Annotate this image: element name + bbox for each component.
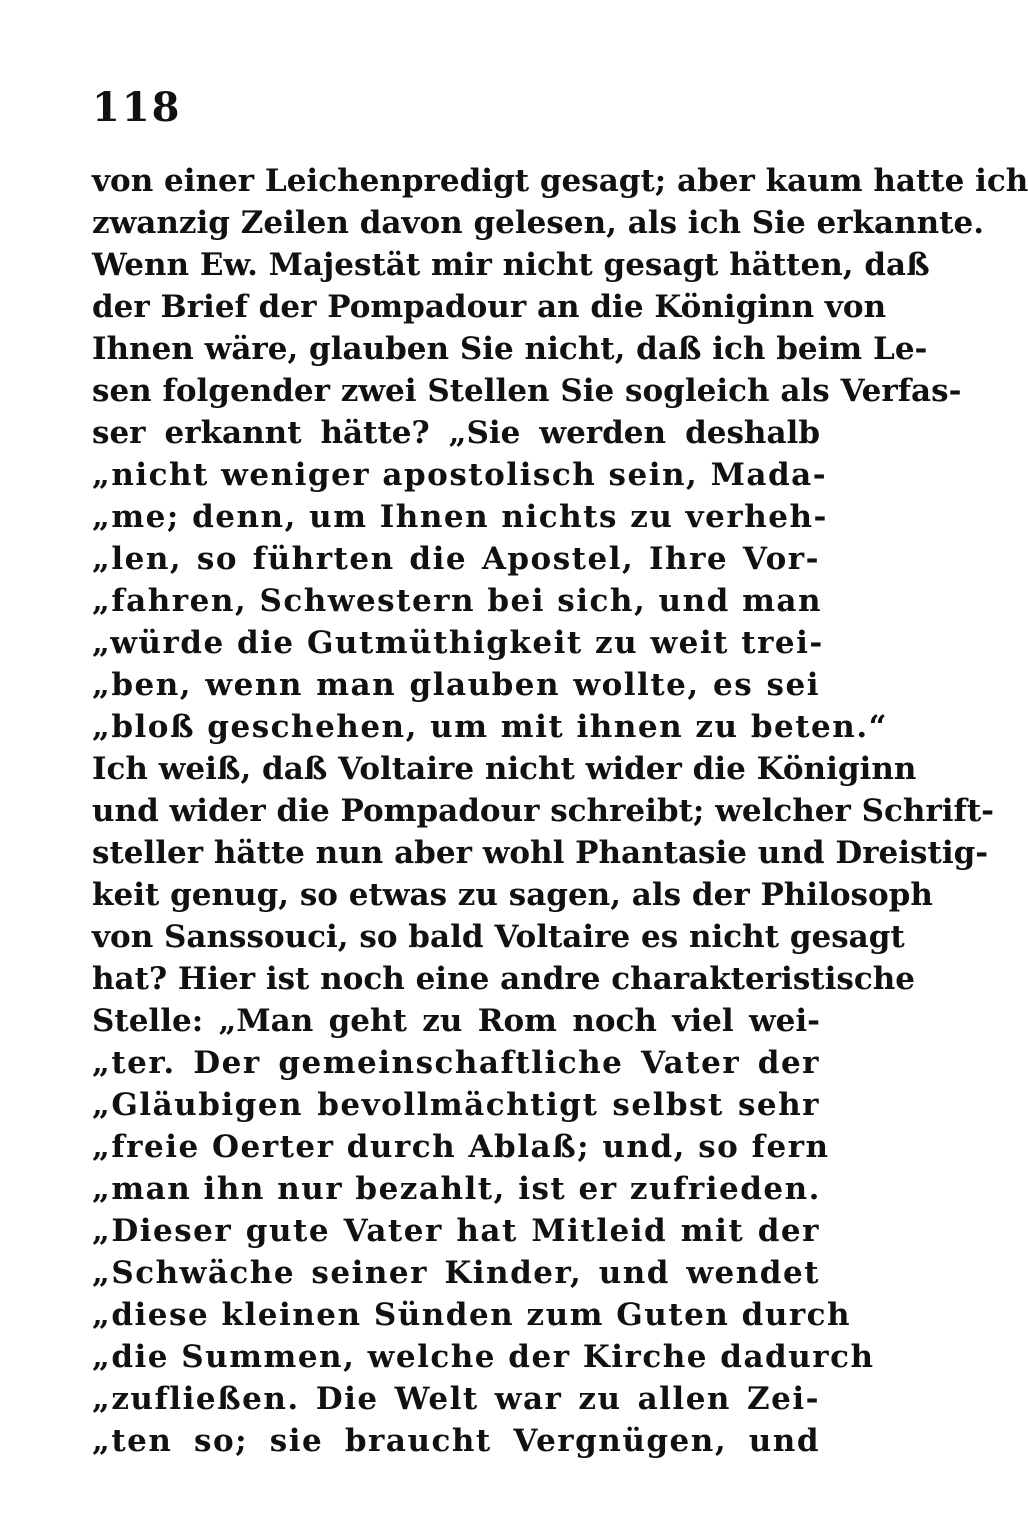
quoted-line: „ben, wenn man glauben wollte, es sei	[92, 667, 820, 703]
text-line: und wider die Pompadour schreibt; welcher Schrift-	[92, 793, 995, 829]
quoted-line: „zufließen. Die Welt war zu allen Zei-	[92, 1381, 820, 1417]
quoted-line: „me; denn, um Ihnen nichts zu verheh-	[92, 499, 828, 535]
quoted-line: „Gläubigen bevollmächtigt selbst sehr	[92, 1087, 820, 1123]
text-line: zwanzig Zeilen davon gelesen, als ich Sie erkannte.	[92, 205, 985, 241]
body-text	[92, 160, 1028, 1462]
quoted-line: „ter. Der gemeinschaftliche Vater der	[92, 1045, 820, 1081]
quoted-line: „würde die Gutmüthigkeit zu weit trei-	[92, 625, 824, 661]
text-line: steller hätte nun aber wohl Phantasie und Dreistig-	[92, 835, 989, 871]
quoted-line: „bloß geschehen, um mit ihnen zu beten.“	[92, 709, 888, 745]
quoted-line: „Schwäche seiner Kinder, und wendet	[92, 1255, 820, 1291]
text-line: Ihnen wäre, glauben Sie nicht, daß ich beim Le-	[92, 331, 928, 367]
quoted-line: „freie Oerter durch Ablaß; und, so fern	[92, 1129, 830, 1165]
quoted-line: „nicht weniger apostolisch sein, Mada-	[92, 457, 828, 493]
text-line: keit genug, so etwas zu sagen, als der Philosoph	[92, 877, 933, 913]
quoted-line: „len, so führten die Apostel, Ihre Vor-	[92, 541, 820, 577]
text-line: ser erkannt hätte? „Sie werden deshalb	[92, 415, 820, 451]
text-line: Stelle: „Man geht zu Rom noch viel wei-	[92, 1003, 820, 1039]
text-line: Ich weiß, daß Voltaire nicht wider die Königinn	[92, 751, 917, 787]
page-number: 118	[92, 84, 182, 131]
text-line: von einer Leichenpredigt gesagt; aber kaum hatte ich	[92, 163, 1028, 199]
text-line: Wenn Ew. Majestät mir nicht gesagt hätten, daß	[92, 247, 930, 283]
quoted-line: „fahren, Schwestern bei sich, und man	[92, 583, 823, 619]
quoted-line: „ten so; sie braucht Vergnügen, und	[92, 1423, 820, 1459]
quoted-line: „diese kleinen Sünden zum Guten durch	[92, 1297, 852, 1333]
text-line: sen folgender zwei Stellen Sie sogleich als Verfas-	[92, 373, 962, 409]
text-line: hat? Hier ist noch eine andre charakteristische	[92, 961, 915, 997]
text-line: der Brief der Pompadour an die Königinn von	[92, 289, 887, 325]
quoted-line: „man ihn nur bezahlt, ist er zufrieden.	[92, 1171, 821, 1207]
text-line: von Sanssouci, so bald Voltaire es nicht gesagt	[92, 919, 905, 955]
quoted-line: „Dieser gute Vater hat Mitleid mit der	[92, 1213, 820, 1249]
quoted-line: „die Summen, welche der Kirche dadurch	[92, 1339, 875, 1375]
